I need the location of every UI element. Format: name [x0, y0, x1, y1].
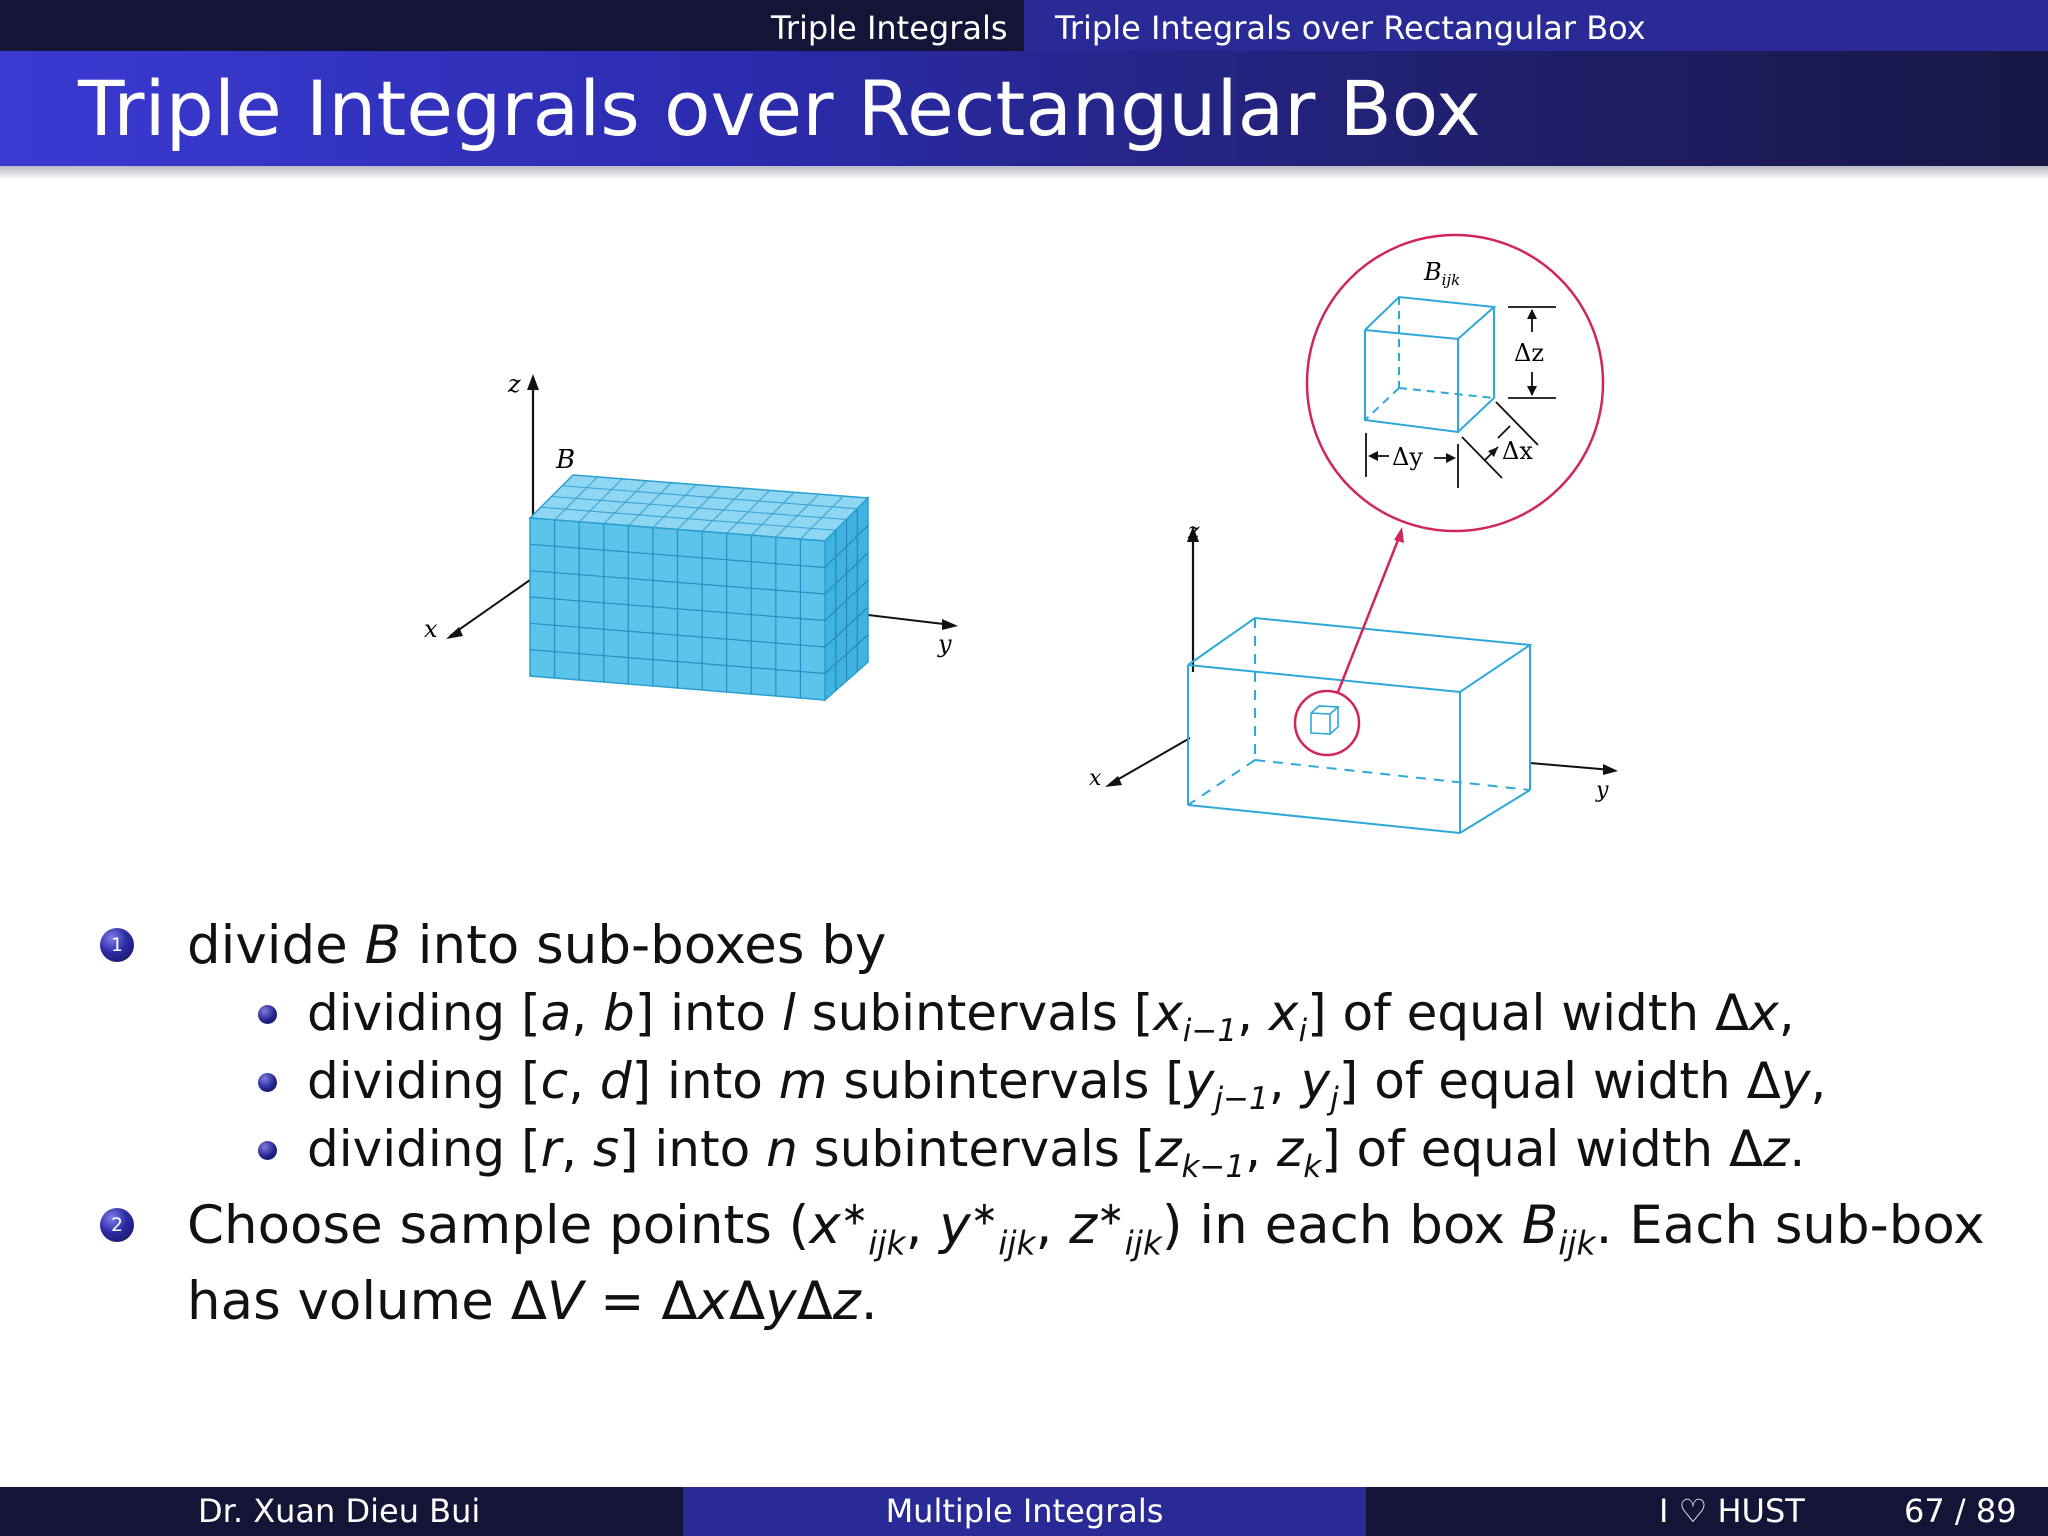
list-number-2: 2	[100, 1208, 134, 1242]
sub-bullet-dot	[258, 1073, 277, 1092]
highlight-circle	[1295, 691, 1359, 755]
title-bar	[0, 51, 2048, 166]
sub-bullet-dot	[258, 1005, 277, 1024]
subdivision-figure	[0, 230, 2048, 850]
left-diagram	[424, 370, 958, 700]
left-y-axis	[860, 614, 952, 625]
footer-right-segment	[1366, 1487, 2048, 1536]
small-subbox	[1311, 706, 1338, 734]
title-shadow	[0, 166, 2048, 180]
delta-z-label: Δz	[1514, 339, 1544, 367]
left-x-label: x	[424, 615, 438, 643]
footer-author-segment	[0, 1487, 683, 1536]
delta-y-label: Δy	[1392, 443, 1423, 471]
right-x-label: x	[1089, 766, 1102, 791]
list-item-2-line-2: has volume ΔV = ΔxΔyΔz.	[187, 1271, 878, 1332]
footer-topic: Multiple Integrals	[683, 1487, 1366, 1536]
delta-x-label: Δx	[1502, 437, 1533, 465]
right-diagram	[1089, 235, 1618, 833]
slide-title: Triple Integrals over Rectangular Box	[78, 64, 1481, 153]
sub-bullet-text: dividing [a, b] into l subintervals [$x_{i-1}$, $x_i$] of equal width Δx,	[307, 984, 1795, 1049]
nav-subsection-link[interactable]: Triple Integrals over Rectangular Box	[1055, 9, 1646, 47]
top-navigation	[0, 0, 2048, 51]
sub-bullet-dot	[258, 1141, 277, 1160]
left-z-label: z	[508, 370, 521, 398]
magnified-cube	[1365, 297, 1494, 432]
sub-bullet-text: dividing [r, s] into n subintervals [$z_{k-1}$, $z_k$] of equal width Δz.	[307, 1120, 1806, 1185]
list-number-1: 1	[100, 928, 134, 962]
right-y-arrowhead	[1603, 764, 1618, 775]
right-z-label: z	[1188, 519, 1200, 544]
left-x-axis	[450, 580, 530, 636]
right-y-label: y	[1596, 778, 1609, 803]
right-y-axis	[1530, 763, 1612, 770]
list-item-1-text: divide B into sub-boxes by	[187, 915, 887, 976]
footer	[0, 1487, 2048, 1536]
left-z-arrowhead	[527, 374, 539, 390]
left-y-label: y	[938, 630, 952, 658]
nav-section-link[interactable]: Triple Integrals	[771, 9, 1008, 47]
left-y-arrowhead	[942, 619, 958, 630]
sub-bullet-text: dividing [c, d] into m subintervals [$y_{j-1}$, $y_j$] of equal width Δy,	[307, 1052, 1827, 1117]
page-counter: 67 / 89	[1904, 1492, 2017, 1530]
footer-institution: I ♡ HUST	[1659, 1492, 1805, 1530]
box-b-label: B	[556, 445, 576, 475]
list-item-2-line-1: Choose sample points ($x^∗_{ijk}$, $y^∗_{ijk}$, $z^∗_{ijk}$) in each box $B_{ijk}$. Each sub-box	[187, 1193, 1985, 1263]
magnify-arrowhead	[1394, 527, 1404, 543]
subbox-label: $B_{ijk}$	[1424, 258, 1461, 289]
footer-author: Dr. Xuan Dieu Bui	[198, 1492, 481, 1530]
right-x-axis	[1110, 738, 1190, 784]
magnify-pointer	[1338, 535, 1400, 692]
